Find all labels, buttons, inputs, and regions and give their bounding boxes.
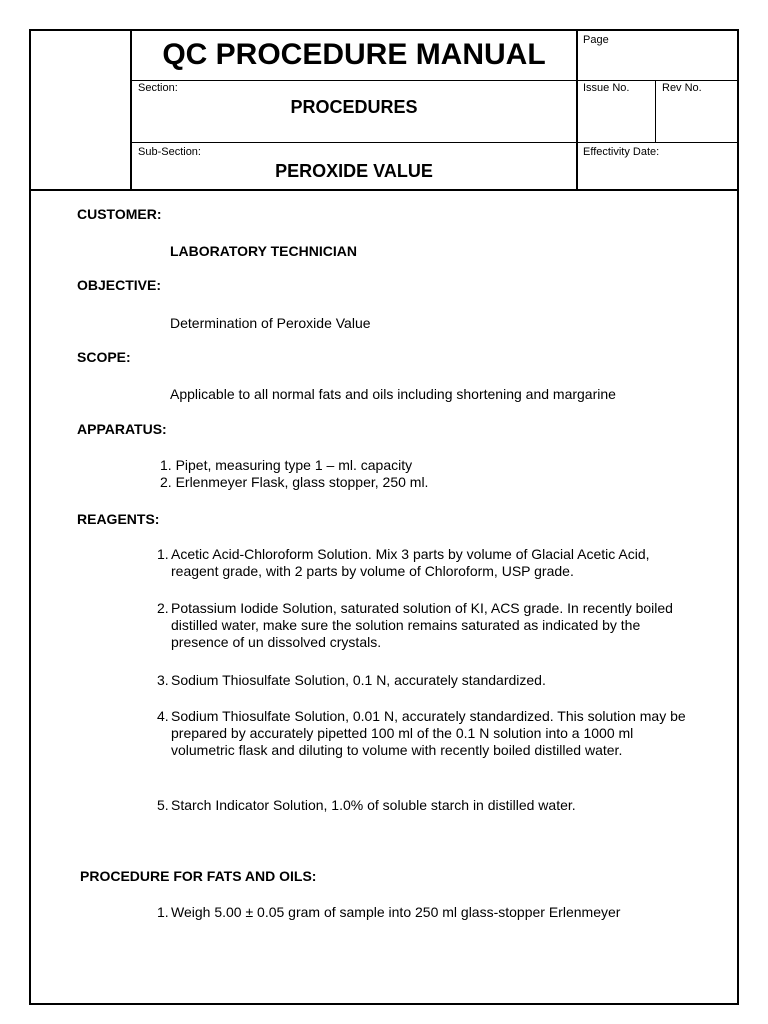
reagent-item <box>157 797 697 814</box>
procedure-step-number: 1. <box>157 904 169 920</box>
section-label: Section: <box>138 82 178 94</box>
section-value: PROCEDURES <box>290 97 418 117</box>
reagent-number: 3. <box>157 672 169 688</box>
issue-rev-divider <box>655 80 656 142</box>
reagent-number: 1. <box>157 546 169 562</box>
header-row-rule-1 <box>131 80 738 81</box>
reagent-text: Sodium Thiosulfate Solution, 0.1 N, accurately standardized. <box>171 672 546 688</box>
reagent-text: Sodium Thiosulfate Solution, 0.01 N, accurately standardized. This solution may be prepared by accurately pipetted 100 ml of the 0.1 N solution into a 1000 ml volumetric flask and diluting to volume with recently boiled distilled water. <box>171 708 686 758</box>
reagent-item <box>157 600 697 651</box>
header-bottom-rule <box>30 189 738 191</box>
reagent-text: Acetic Acid-Chloroform Solution. Mix 3 parts by volume of Glacial Acetic Acid, reagent grade, with 2 parts by volume of Chloroform, USP grade. <box>171 546 650 579</box>
scope-heading: SCOPE: <box>77 349 131 365</box>
scope-value: Applicable to all normal fats and oils including shortening and margarine <box>170 386 616 402</box>
reagent-number: 4. <box>157 708 169 724</box>
rev-no-label: Rev No. <box>662 82 702 94</box>
page-label: Page <box>583 34 609 46</box>
reagents-heading: REAGENTS: <box>77 511 160 527</box>
reagent-number: 5. <box>157 797 169 813</box>
subsection-label: Sub-Section: <box>138 146 201 158</box>
customer-heading: CUSTOMER: <box>77 206 162 222</box>
reagent-text: Starch Indicator Solution, 1.0% of soluble starch in distilled water. <box>171 797 576 813</box>
issue-no-label: Issue No. <box>583 82 630 94</box>
reagent-item <box>157 708 687 759</box>
objective-heading: OBJECTIVE: <box>77 277 162 293</box>
apparatus-item: 1. Pipet, measuring type 1 – ml. capacity <box>160 457 413 473</box>
objective-value: Determination of Peroxide Value <box>170 315 371 331</box>
apparatus-item: 2. Erlenmeyer Flask, glass stopper, 250 ml. <box>160 474 429 490</box>
subsection-value: PEROXIDE VALUE <box>275 161 433 181</box>
apparatus-heading: APPARATUS: <box>77 421 167 437</box>
header-row-rule-2 <box>131 142 738 143</box>
procedure-step-text: Weigh 5.00 ± 0.05 gram of sample into 250 ml glass-stopper Erlenmeyer <box>171 904 621 920</box>
procedure-heading: PROCEDURE FOR FATS AND OILS: <box>80 868 317 884</box>
reagent-number: 2. <box>157 600 169 616</box>
reagent-text: Potassium Iodide Solution, saturated solution of KI, ACS grade. In recently boiled distilled water, make sure the solution remains saturated as indicated by the presence of un dissolved crystals. <box>171 600 673 650</box>
effectivity-date-label: Effectivity Date: <box>583 146 660 158</box>
customer-value: LABORATORY TECHNICIAN <box>170 243 357 259</box>
reagent-item <box>157 672 697 689</box>
header-divider-right <box>576 30 578 190</box>
procedure-step <box>157 904 697 921</box>
manual-title: QC PROCEDURE MANUAL <box>162 38 546 71</box>
reagent-item <box>157 546 697 580</box>
